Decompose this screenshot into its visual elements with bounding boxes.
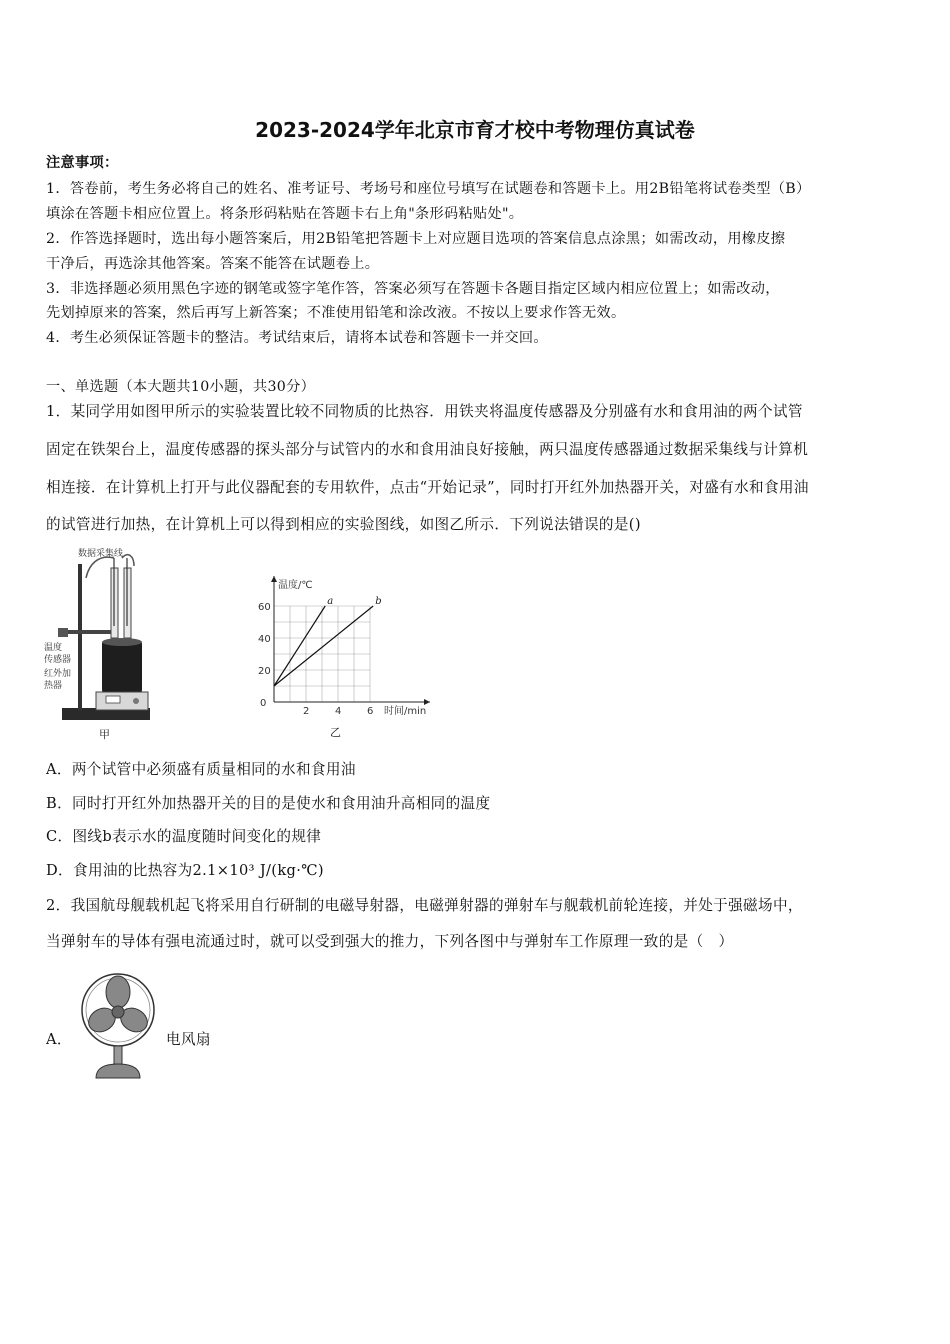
section-heading: 一、单选题（本大题共10小题，共30分） [46,379,316,395]
option-a: A．两个试管中必须盛有质量相同的水和食用油 [46,761,356,778]
question-2-text: 当弹射车的导体有强电流通过时，就可以受到强大的推力，下列各图中与弹射车工作原理一致的是（ ） [46,933,734,950]
data-cable [86,557,114,578]
q2-option-a-label: 电风扇 [166,1031,211,1048]
question-1-text: 的试管进行加热，在计算机上可以得到相应的实验图线，如图乙所示．下列说法错误的是() [46,516,641,533]
series-label-a: a [327,596,334,607]
label-heater: 红外加 [44,669,72,679]
series-line-b [274,606,373,686]
apparatus-figure [44,546,164,742]
x-tick-label: 6 [367,706,374,717]
notice-line: 1．答卷前，考生务必将自己的姓名、准考证号、考场号和座位号填写在试题卷和答题卡上。用2B铅笔将试卷类型（B） [46,181,811,197]
heater [102,640,142,694]
q2-option-a-letter: A． [46,1031,72,1048]
question-1-text: 相连接．在计算机上打开与此仪器配套的专用软件，点击“开始记录”，同时打开红外加热器开关，对盛有水和食用油 [46,479,809,496]
question-1-text: 1．某同学用如图甲所示的实验装置比较不同物质的比热容．用铁夹将温度传感器及分别盛有水和食用油的两个试管 [46,403,803,420]
x-axis-arrow [424,699,430,705]
notice-line: 填涂在答题卡相应位置上。将条形码粘贴在答题卡右上角"条形码粘贴处"。 [46,206,524,222]
option-b: B．同时打开红外加热器开关的目的是使水和食用油升高相同的温度 [46,795,491,812]
label-sensor: 传感器 [44,655,72,665]
option-c: C．图线b表示水的温度随时间变化的规律 [46,828,322,845]
x-axis-label: 时间/min [384,706,427,717]
stand-rod [78,564,82,710]
question-2-text: 2．我国航母舰载机起飞将采用自行研制的电磁导射器，电磁弹射器的弹射车与舰载机前轮连接，并处于强磁场中， [46,897,803,914]
x-tick-label: 4 [335,706,342,717]
notice-line: 干净后，再选涂其他答案。答案不能答在试题卷上。 [46,256,380,272]
label-sensor: 温度 [44,643,63,653]
notice-line: 4．考生必须保证答题卡的整洁。考试结束后，请将本试卷和答题卡一并交回。 [46,330,548,346]
origin-label: 0 [260,698,267,709]
label-cable: 数据采集线 [78,549,124,559]
question-1-text: 固定在铁架台上，温度传感器的探头部分与试管内的水和食用油良好接触，两只温度传感器通过数据采集线与计算机 [46,441,809,458]
series-label-b: b [375,596,382,607]
electric-fan-figure [78,970,158,1082]
notice-heading: 注意事项： [46,155,119,171]
caption-jia: 甲 [99,728,110,741]
notice-line: 先划掉原来的答案，然后再写上新答案；不准使用铅笔和涂改液。不按以上要求作答无效。 [46,305,626,321]
y-tick-label: 40 [258,634,271,645]
chart-caption: 乙 [330,726,341,739]
notice-line: 3．非选择题必须用黑色字迹的钢笔或签字笔作答，答案必须写在答题卡各题目指定区域内相应位置上；如需改动， [46,281,780,297]
y-axis-label: 温度/℃ [278,580,313,591]
notice-line: 2．作答选择题时，选出每小题答案后，用2B铅笔把答题卡上对应题目选项的答案信息点涂黑；如需改动，用橡皮擦 [46,231,786,247]
y-tick-label: 60 [258,602,271,613]
temperature-chart [254,574,446,740]
clamp-arm [66,630,118,634]
y-tick-label: 20 [258,666,271,677]
y-axis-arrow [271,576,277,582]
page-title: 2023-2024学年北京市育才校中考物理仿真试卷 [255,118,695,142]
option-d: D．食用油的比热容为2.1×10³ J/(kg·℃) [46,862,324,879]
label-heater: 热器 [44,681,63,691]
x-tick-label: 2 [303,706,310,717]
series-line-a [274,606,325,686]
